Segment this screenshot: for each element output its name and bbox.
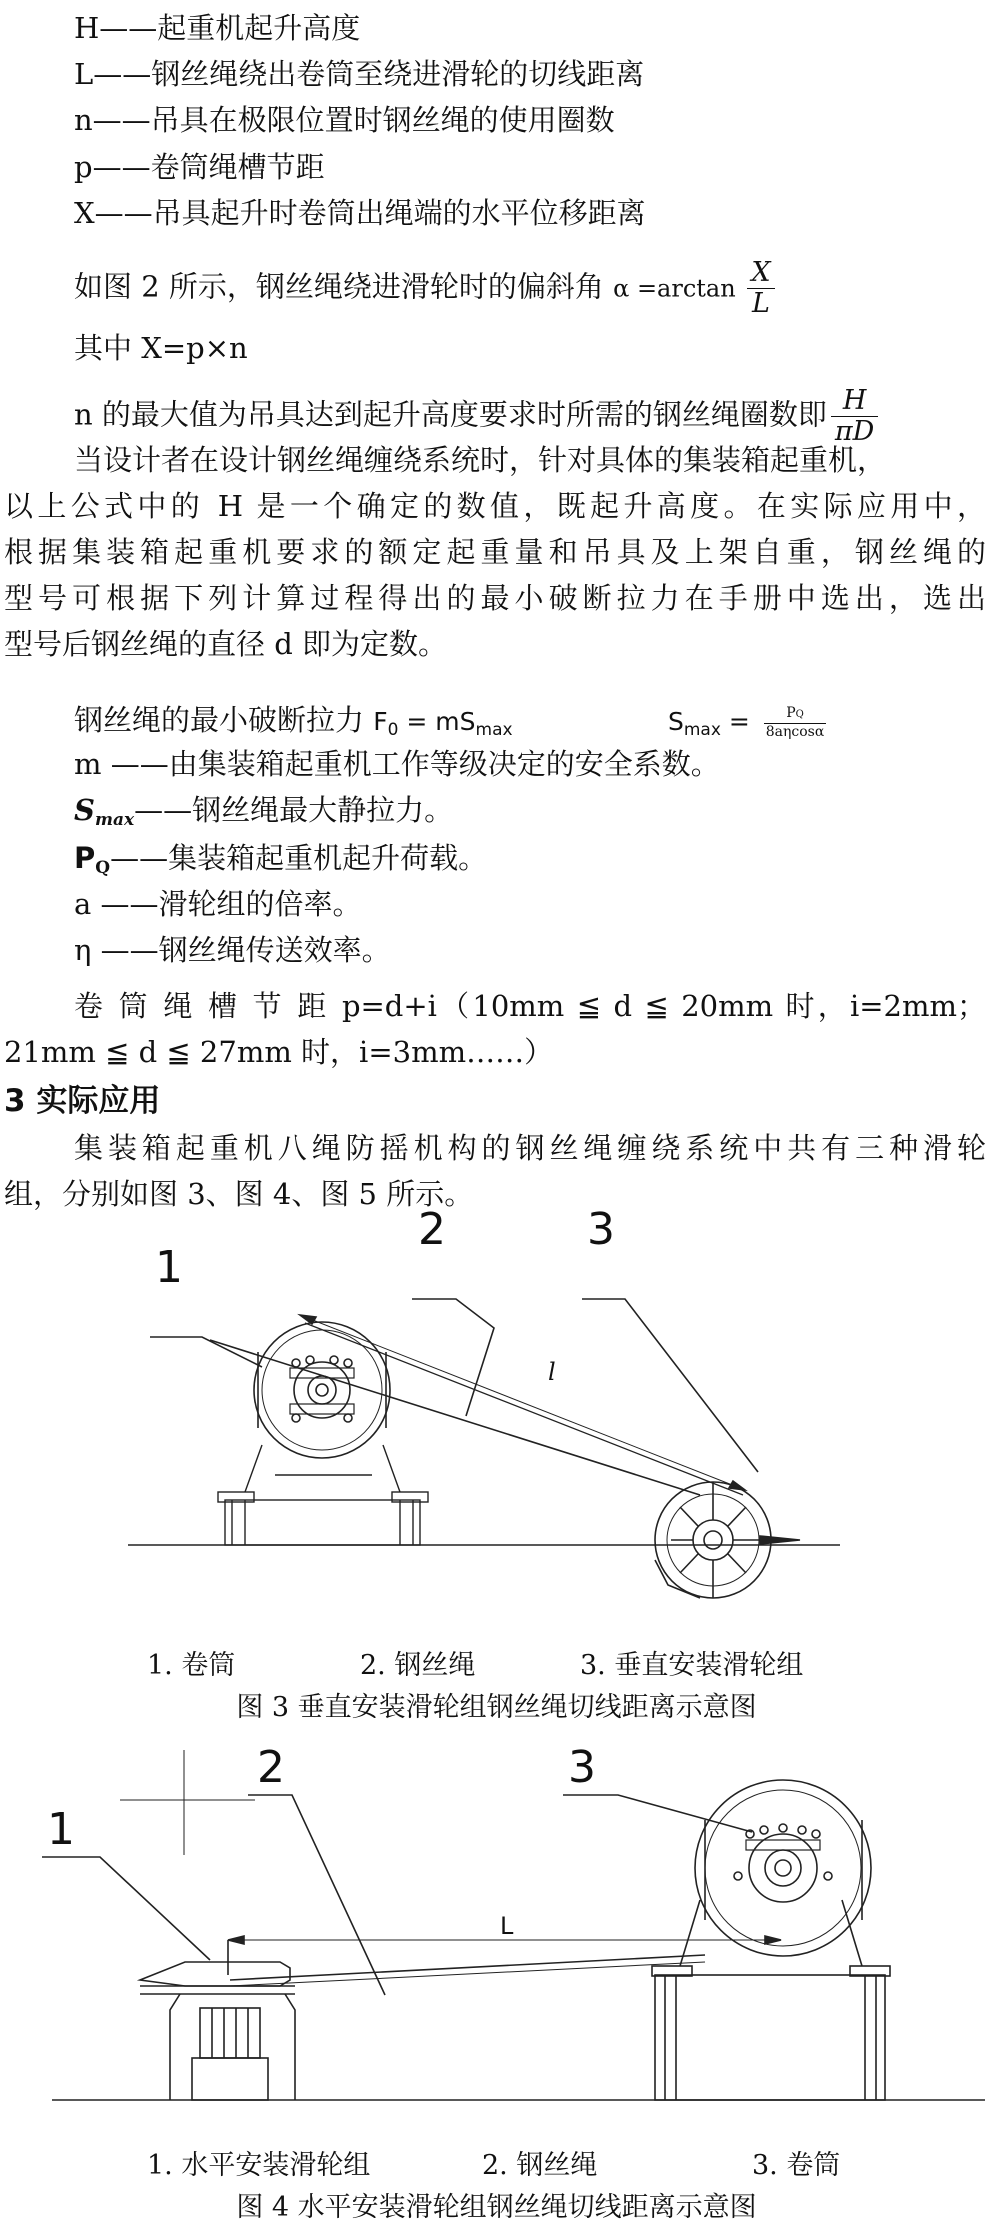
leader-3 bbox=[582, 1299, 758, 1472]
fig3-legend-2: 2. 钢丝绳 bbox=[360, 1650, 476, 1681]
fig3-label-2: 2 bbox=[418, 1204, 446, 1255]
fig4-label-3: 3 bbox=[568, 1742, 596, 1793]
vertical-pulley-group bbox=[655, 1482, 800, 1598]
paragraph-line: 根据集装箱起重机要求的额定起重量和吊具及上架自重，钢丝绳的 bbox=[4, 535, 986, 569]
fraction-smax: $\frac{PQ}{8a\eta\cos\alpha}$ bbox=[765, 704, 825, 740]
fig4-label-1: 1 bbox=[47, 1804, 75, 1855]
fraction-denominator: πD bbox=[834, 416, 875, 447]
leader-1 bbox=[150, 1337, 262, 1367]
formula-text: n 的最大值为吊具达到起升高度要求时所需的钢丝绳圈数即 bbox=[74, 397, 827, 432]
leader-3 bbox=[563, 1795, 752, 1832]
paragraph-line: 型号后钢丝绳的直径 d 即为定数。 bbox=[4, 627, 448, 661]
definition-h: H——起重机起升高度 bbox=[74, 11, 361, 45]
definition-p: p——卷筒绳槽节距 bbox=[74, 150, 325, 184]
dimension-line bbox=[300, 1315, 745, 1490]
fraction-numerator: X bbox=[747, 258, 774, 289]
variable-a: a ——滑轮组的倍率。 bbox=[74, 887, 362, 921]
figure-4-caption: 图 4 水平安装滑轮组钢丝绳切线距离示意图 bbox=[236, 2192, 757, 2223]
fig3-label-1: 1 bbox=[155, 1242, 183, 1293]
fig4-label-2: 2 bbox=[257, 1742, 285, 1793]
fraction-numerator: H bbox=[831, 386, 878, 417]
paragraph-line: 当设计者在设计钢丝绳缠绕系统时，针对具体的集装箱起重机， bbox=[74, 443, 887, 477]
fig3-legend-1: 1. 卷筒 bbox=[147, 1650, 236, 1681]
rope-line bbox=[230, 1955, 705, 1980]
drum-support bbox=[652, 1900, 890, 2100]
leader-2 bbox=[248, 1795, 385, 1995]
variable-pq: $P_Q——$集装箱起重机起升荷载。 bbox=[74, 841, 488, 878]
definition-l: L——钢丝绳绕出卷筒至绕进滑轮的切线距离 bbox=[74, 57, 645, 91]
figure-3-drawing bbox=[0, 1240, 993, 1670]
paragraph-line: 集装箱起重机八绳防摇机构的钢丝绳缠绕系统中共有三种滑轮 bbox=[74, 1131, 986, 1165]
definition-n: n——吊具在极限位置时钢丝绳的使用圈数 bbox=[74, 103, 615, 137]
fraction-h-over-pid bbox=[831, 386, 878, 447]
rope-line bbox=[210, 1340, 700, 1495]
paragraph-line: 型号可根据下列计算过程得出的最小破断拉力在手册中选出，选出 bbox=[4, 581, 986, 615]
figure-3-caption: 图 3 垂直安装滑轮组钢丝绳切线距离示意图 bbox=[236, 1692, 757, 1723]
formula-smax: $S_{max}$ = $\frac{PQ}{8a\eta\cos\alpha}$ bbox=[668, 704, 825, 740]
pitch-line: 卷 筒 绳 槽 节 距 p=d+i（10mm ≦ d ≦ 20mm 时，i=2mm； bbox=[74, 989, 986, 1023]
pitch-line: 21mm ≦ d ≦ 27mm 时，i=3mm……） bbox=[4, 1035, 554, 1069]
definition-x: X——吊具起升时卷筒出绳端的水平位移距离 bbox=[74, 196, 646, 230]
fraction-denominator: L bbox=[751, 288, 770, 319]
formula-text: 如图 2 所示，钢丝绳绕进滑轮时的偏斜角 bbox=[74, 269, 614, 304]
variable-m: m ——由集装箱起重机工作等级决定的安全系数。 bbox=[74, 747, 720, 781]
fig4-legend-3: 3. 卷筒 bbox=[752, 2150, 841, 2181]
formula-text: 钢丝绳的最小破断拉力 bbox=[74, 703, 374, 737]
formula-min-breaking-force bbox=[74, 700, 993, 750]
fraction-x-over-l bbox=[747, 258, 774, 319]
formula-deflection-angle bbox=[74, 258, 993, 319]
variable-smax: $S_{max}——$钢丝绳最大静拉力。 bbox=[74, 793, 454, 830]
fig3-legend-3: 3. 垂直安装滑轮组 bbox=[580, 1650, 804, 1681]
fig4-legend-1: 1. 水平安装滑轮组 bbox=[147, 2150, 371, 2181]
section-heading: 3 实际应用 bbox=[4, 1083, 161, 1119]
variable-eta: η ——钢丝绳传送效率。 bbox=[74, 933, 391, 967]
formula-x-definition: 其中 X=p×n bbox=[74, 331, 248, 365]
paragraph-line: 组，分别如图 3、图 4、图 5 所示。 bbox=[4, 1177, 474, 1211]
paragraph-line: 以上公式中的 H 是一个确定的数值，既起升高度。在实际应用中， bbox=[4, 489, 986, 523]
leader-2 bbox=[412, 1299, 494, 1416]
f0-symbol: $F_0 = mS_{max}$ bbox=[373, 707, 513, 740]
drum-support bbox=[218, 1445, 428, 1545]
fig3-dimension-label: l bbox=[548, 1358, 556, 1386]
drum bbox=[695, 1780, 871, 1956]
fig4-dimension-label: L bbox=[500, 1912, 514, 1940]
formula-n-max bbox=[74, 386, 993, 447]
fig3-label-3: 3 bbox=[587, 1204, 615, 1255]
formula-expression: α =arctan bbox=[613, 274, 744, 303]
horizontal-pulley-group bbox=[140, 1940, 295, 2100]
fig4-legend-2: 2. 钢丝绳 bbox=[482, 2150, 598, 2181]
figure-4-drawing bbox=[0, 1742, 993, 2130]
leader-1 bbox=[42, 1857, 210, 1960]
